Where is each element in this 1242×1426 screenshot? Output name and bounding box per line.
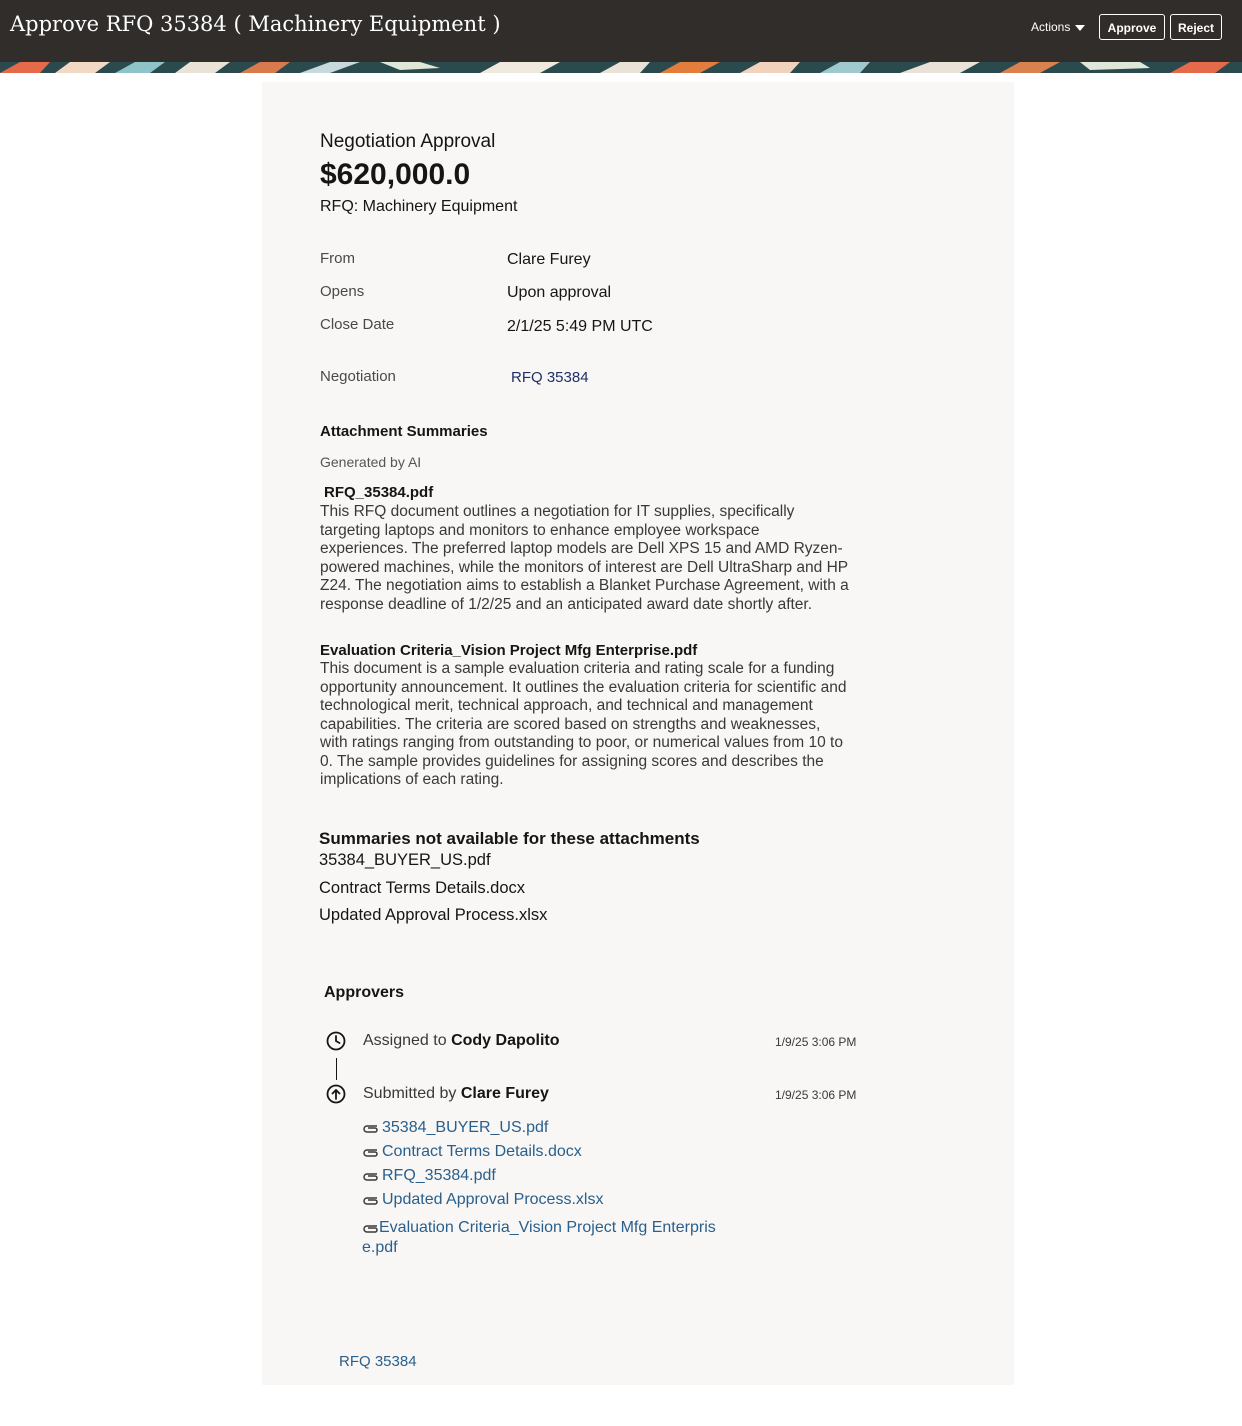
clock-icon: [326, 1031, 346, 1051]
paperclip-icon: [362, 1123, 379, 1133]
summaries-not-available-heading: Summaries not available for these attachments: [319, 829, 700, 848]
footer-rfq-link[interactable]: RFQ 35384: [339, 1353, 417, 1370]
attachment-name: 35384_BUYER_US.pdf: [382, 1119, 549, 1136]
not-available-item: Updated Approval Process.xlsx: [319, 906, 548, 924]
approver-timestamp: 1/9/25 3:06 PM: [775, 1035, 857, 1049]
attachment-link[interactable]: [362, 1119, 548, 1137]
approvers-heading: Approvers: [324, 984, 405, 1001]
reject-button[interactable]: Reject: [1170, 14, 1222, 40]
attachment-name: Updated Approval Process.xlsx: [382, 1191, 604, 1208]
paperclip-icon: [362, 1147, 379, 1157]
approver-name: Clare Furey: [460, 1085, 549, 1102]
negotiation-link[interactable]: RFQ 35384: [511, 369, 589, 386]
caret-down-icon: [1075, 25, 1085, 31]
attachment-name: Evaluation Criteria_Vision Project Mfg Enterprise.pdf: [362, 1219, 716, 1256]
not-available-item: 35384_BUYER_US.pdf: [319, 851, 491, 869]
attachment-link[interactable]: [362, 1191, 603, 1209]
attachment-name: Contract Terms Details.docx: [382, 1143, 582, 1160]
header-bar: [0, 0, 1242, 62]
paperclip-icon: [362, 1171, 379, 1181]
arrow-up-circle-icon: [326, 1084, 346, 1104]
attachment-link[interactable]: [362, 1143, 582, 1161]
approve-button[interactable]: Approve: [1099, 14, 1165, 40]
negotiation-approval-heading: Negotiation Approval: [320, 131, 496, 152]
paperclip-icon: [362, 1223, 379, 1233]
approver-entry-submitted: [363, 1085, 549, 1103]
doc-summary-evaluation: This document is a sample evaluation criteria and rating scale for a funding opportunity announcement. It outlines the evaluation criteria for scientific and technological merit, technical approach, and technical and management capabilities. The criteria are scored based on strengths and weaknesses, with ratings ranging from outstanding to poor, or numerical values from 10 to 0. The sample provides guidelines for assigning scores and describes the implications of each rating.: [320, 660, 847, 788]
attachment-link[interactable]: [362, 1167, 496, 1185]
close-date-label: Close Date: [320, 316, 395, 333]
negotiation-label: Negotiation: [320, 368, 396, 385]
rfq-title: RFQ: Machinery Equipment: [320, 198, 518, 215]
from-value: Clare Furey: [507, 251, 591, 268]
approver-timestamp: 1/9/25 3:06 PM: [775, 1088, 857, 1102]
actions-label: Actions: [1031, 20, 1071, 34]
attachment-summaries-heading: Attachment Summaries: [320, 423, 488, 440]
attachment-link[interactable]: [362, 1218, 722, 1258]
decorative-banner: [0, 62, 1242, 73]
paperclip-icon: [362, 1195, 379, 1205]
generated-by-ai-label: Generated by AI: [320, 454, 422, 470]
page-title: Approve RFQ 35384 ( Machinery Equipment ): [10, 12, 501, 36]
approval-amount: $620,000.0: [320, 158, 471, 191]
timeline-connector: [336, 1058, 337, 1080]
doc-title-rfq: RFQ_35384.pdf: [324, 484, 434, 501]
close-date-value: 2/1/25 5:49 PM UTC: [507, 318, 653, 335]
from-label: From: [320, 250, 355, 267]
approver-entry-assigned: [363, 1032, 560, 1050]
not-available-item: Contract Terms Details.docx: [319, 879, 526, 897]
entry-prefix: Submitted by: [363, 1085, 457, 1102]
doc-summary-rfq: This RFQ document outlines a negotiation for IT supplies, specifically targeting laptops and monitors to enhance employee workspace experiences. The preferred laptop models are Dell XPS 15 and AMD Ryzen-powered machines, while the monitors of interest are Dell UltraSharp and HP Z24. The negotiation aims to establish a Blanket Purchase Agreement, with a response deadline of 1/2/25 and an anticipated award date shortly after.: [320, 503, 849, 613]
approver-name: Cody Dapolito: [451, 1032, 560, 1049]
opens-value: Upon approval: [507, 284, 612, 301]
entry-prefix: Assigned to: [363, 1032, 447, 1049]
actions-menu[interactable]: [1031, 20, 1085, 34]
doc-title-evaluation: Evaluation Criteria_Vision Project Mfg Enterprise.pdf: [320, 642, 698, 659]
opens-label: Opens: [320, 283, 365, 300]
attachment-name: RFQ_35384.pdf: [382, 1167, 496, 1184]
